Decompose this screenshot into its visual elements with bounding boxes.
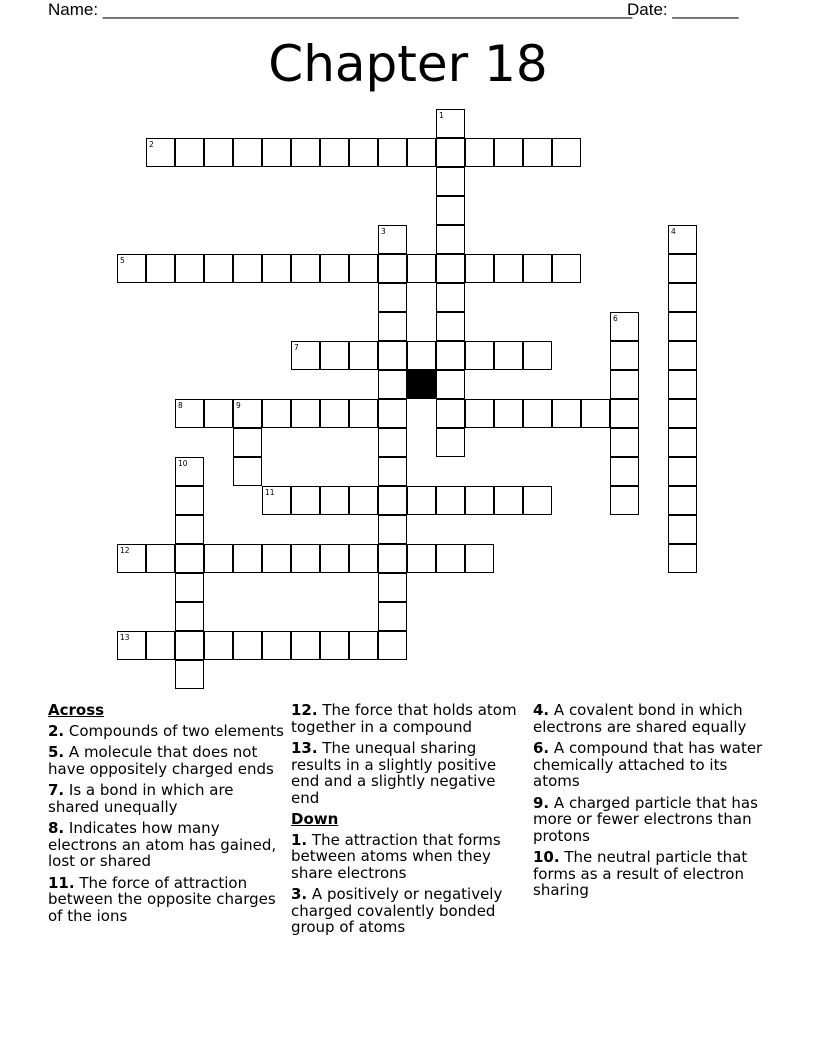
grid-cell[interactable] [233,138,262,167]
grid-cell[interactable] [668,457,697,486]
clue [291,832,527,882]
clue-number: 9. [533,793,550,812]
grid-cell[interactable] [668,225,697,254]
clue [533,795,769,845]
clue-number: 7. [48,781,65,799]
grid-cell[interactable] [407,486,436,515]
grid-cell[interactable] [262,631,291,660]
grid-cell[interactable] [436,312,465,341]
grid-cell[interactable] [407,254,436,283]
grid-cell[interactable] [378,602,407,631]
grid-cell[interactable] [407,341,436,370]
grid-cell[interactable] [349,486,378,515]
grid-cell[interactable] [436,486,465,515]
grid-cell[interactable] [204,544,233,573]
grid-cell[interactable] [436,544,465,573]
grid-cell[interactable] [668,370,697,399]
grid-cell[interactable] [378,312,407,341]
grid-cell[interactable] [233,544,262,573]
clue-text: Indicates how many electrons an atom has gained, lost or shared [48,819,277,870]
clue-number: 10. [533,848,560,866]
clue-text: The neutral particle that forms as a result of electron sharing [533,848,748,899]
clue [291,702,527,735]
grid-cell[interactable] [436,428,465,457]
name-field[interactable] [48,0,632,20]
grid-cell[interactable] [175,254,204,283]
clue-text: Is a bond in which are shared unequally [48,781,234,816]
clue [48,820,284,870]
across-heading: Across [48,701,105,719]
grid-cell[interactable] [233,254,262,283]
grid-cell[interactable] [465,544,494,573]
grid-cell[interactable] [436,225,465,254]
grid-cell[interactable] [233,457,262,486]
clue-number: 3 [381,227,386,236]
grid-cell[interactable] [233,428,262,457]
clue-number: 11. [48,873,75,892]
clue-text: The force of attraction between the opposite charges of the ions [48,873,276,925]
clue-number: 8. [48,819,65,837]
grid-cell[interactable] [436,399,465,428]
clue-number: 9 [236,401,241,410]
grid-cell[interactable] [204,399,233,428]
grid-cell[interactable] [204,631,233,660]
grid-cell[interactable] [436,370,465,399]
grid-cell[interactable] [552,399,581,428]
grid-cell[interactable] [117,254,146,283]
grid-cell[interactable] [494,138,523,167]
grid-cell[interactable] [146,544,175,573]
clue-number: 2 [149,140,154,149]
grid-cell[interactable] [262,399,291,428]
grid-cell[interactable] [436,196,465,225]
grid-cell[interactable] [407,138,436,167]
grid-cell[interactable] [668,515,697,544]
grid-cell[interactable] [175,573,204,602]
grid-cell[interactable] [146,631,175,660]
grid-cell[interactable] [117,631,146,660]
grid-cell[interactable] [175,457,204,486]
clue-text: A molecule that does not have oppositely charged ends [48,743,274,778]
black-cell [407,370,436,399]
grid-cell[interactable] [378,399,407,428]
grid-cell[interactable] [668,254,697,283]
clue-number: 8 [178,401,183,410]
grid-cell[interactable] [436,167,465,196]
clue-number: 5. [48,743,65,761]
clue [291,886,527,936]
clue-number: 12. [291,701,318,719]
grid-cell[interactable] [378,370,407,399]
grid-cell[interactable] [320,254,349,283]
grid-cell[interactable] [378,341,407,370]
grid-cell[interactable] [320,631,349,660]
clue [48,744,284,777]
grid-cell[interactable] [378,573,407,602]
clue-text: The force that holds atom together in a compound [291,701,517,736]
clue-number: 4 [671,227,676,236]
name-label: Name: [48,0,103,19]
grid-cell[interactable] [436,138,465,167]
grid-cell[interactable] [175,660,204,689]
clue [291,740,527,806]
grid-cell[interactable] [523,399,552,428]
grid-cell[interactable] [523,254,552,283]
clue-number: 1 [439,111,444,120]
date-line[interactable]: _______ [672,0,739,19]
grid-cell[interactable] [291,399,320,428]
grid-cell[interactable] [204,138,233,167]
clue [48,782,284,815]
grid-cell[interactable] [349,544,378,573]
grid-cell[interactable] [668,312,697,341]
grid-cell[interactable] [436,283,465,312]
grid-cell[interactable] [146,138,175,167]
clue [48,875,284,925]
grid-cell[interactable] [552,138,581,167]
grid-cell[interactable] [175,399,204,428]
grid-cell[interactable] [175,515,204,544]
clue-text: A compound that has water chemically attached to its atoms [533,739,763,790]
grid-cell[interactable] [668,341,697,370]
clues-column-3 [533,702,769,904]
clue-number: 6. [533,739,550,757]
clue-text: The unequal sharing results in a slightly positive end and a slightly negative end [291,739,497,807]
grid-cell[interactable] [465,341,494,370]
grid-cell[interactable] [494,486,523,515]
clue-text: A charged particle that has more or fewer electrons than protons [533,793,758,845]
grid-cell[interactable] [378,254,407,283]
grid-cell[interactable] [465,399,494,428]
grid-cell[interactable] [291,544,320,573]
clue-text: A covalent bond in which electrons are shared equally [533,701,747,736]
clue [533,849,769,899]
grid-cell[interactable] [610,457,639,486]
name-line[interactable]: ________________________________________________________ [102,0,633,19]
clue [48,723,284,740]
grid-cell[interactable] [494,341,523,370]
grid-cell[interactable] [610,399,639,428]
clue-number: 7 [294,343,299,352]
grid-cell[interactable] [233,631,262,660]
grid-cell[interactable] [378,225,407,254]
date-label: Date: [627,0,673,19]
grid-cell[interactable] [320,341,349,370]
grid-cell[interactable] [175,544,204,573]
grid-cell[interactable] [378,457,407,486]
grid-cell[interactable] [668,399,697,428]
grid-cell[interactable] [552,254,581,283]
clue [533,702,769,735]
grid-cell[interactable] [610,341,639,370]
grid-cell[interactable] [291,341,320,370]
grid-cell[interactable] [320,399,349,428]
grid-cell[interactable] [291,138,320,167]
grid-cell[interactable] [523,138,552,167]
grid-cell[interactable] [378,486,407,515]
grid-cell[interactable] [465,138,494,167]
clues-column-2 [291,702,527,941]
clues-column-1 [48,702,284,929]
grid-cell[interactable] [378,138,407,167]
clue-number: 3. [291,885,308,903]
clue-number: 1. [291,830,308,849]
clue-text: Compounds of two elements [64,721,284,740]
grid-cell[interactable] [610,312,639,341]
clue-number: 6 [613,314,618,323]
grid-cell[interactable] [523,341,552,370]
clue-number: 10 [178,459,188,468]
grid-cell[interactable] [610,486,639,515]
grid-cell[interactable] [610,428,639,457]
clue [533,740,769,790]
clue-number: 5 [120,256,125,265]
grid-cell[interactable] [465,486,494,515]
grid-cell[interactable] [436,109,465,138]
grid-cell[interactable] [610,370,639,399]
grid-cell[interactable] [204,254,233,283]
grid-cell[interactable] [349,631,378,660]
grid-cell[interactable] [349,254,378,283]
grid-cell[interactable] [262,486,291,515]
clue-number: 13 [120,633,130,642]
grid-cell[interactable] [378,428,407,457]
grid-cell[interactable] [668,544,697,573]
grid-cell[interactable] [436,254,465,283]
grid-cell[interactable] [494,399,523,428]
grid-cell[interactable] [378,631,407,660]
grid-cell[interactable] [175,631,204,660]
clue-number: 12 [120,546,130,555]
grid-cell[interactable] [291,254,320,283]
grid-cell[interactable] [581,399,610,428]
down-heading: Down [291,810,339,828]
page-title: Chapter 18 [268,35,548,93]
grid-cell[interactable] [175,602,204,631]
grid-cell[interactable] [436,341,465,370]
grid-cell[interactable] [465,254,494,283]
grid-cell[interactable] [407,544,436,573]
grid-cell[interactable] [146,254,175,283]
grid-cell[interactable] [291,631,320,660]
date-field[interactable] [627,0,739,20]
grid-cell[interactable] [349,341,378,370]
grid-cell[interactable] [117,544,146,573]
grid-cell[interactable] [320,138,349,167]
grid-cell[interactable] [320,486,349,515]
clue-text: The attraction that forms between atoms when they share electrons [291,830,501,882]
grid-cell[interactable] [378,283,407,312]
clue-number: 11 [265,488,275,497]
grid-cell[interactable] [349,399,378,428]
clue-number: 13. [291,739,318,757]
clue-number: 4. [533,701,550,719]
clue-text: A positively or negatively charged covalently bonded group of atoms [291,885,503,936]
grid-cell[interactable] [349,138,378,167]
grid-cell[interactable] [320,544,349,573]
grid-cell[interactable] [175,138,204,167]
grid-cell[interactable] [262,544,291,573]
grid-cell[interactable] [494,254,523,283]
grid-cell[interactable] [291,486,320,515]
grid-cell[interactable] [523,486,552,515]
grid-cell[interactable] [175,486,204,515]
grid-cell[interactable] [668,283,697,312]
clue-number: 2. [48,721,65,740]
grid-cell[interactable] [668,428,697,457]
grid-cell[interactable] [668,486,697,515]
grid-cell[interactable] [233,399,262,428]
grid-cell[interactable] [262,138,291,167]
grid-cell[interactable] [378,544,407,573]
grid-cell[interactable] [262,254,291,283]
grid-cell[interactable] [378,515,407,544]
